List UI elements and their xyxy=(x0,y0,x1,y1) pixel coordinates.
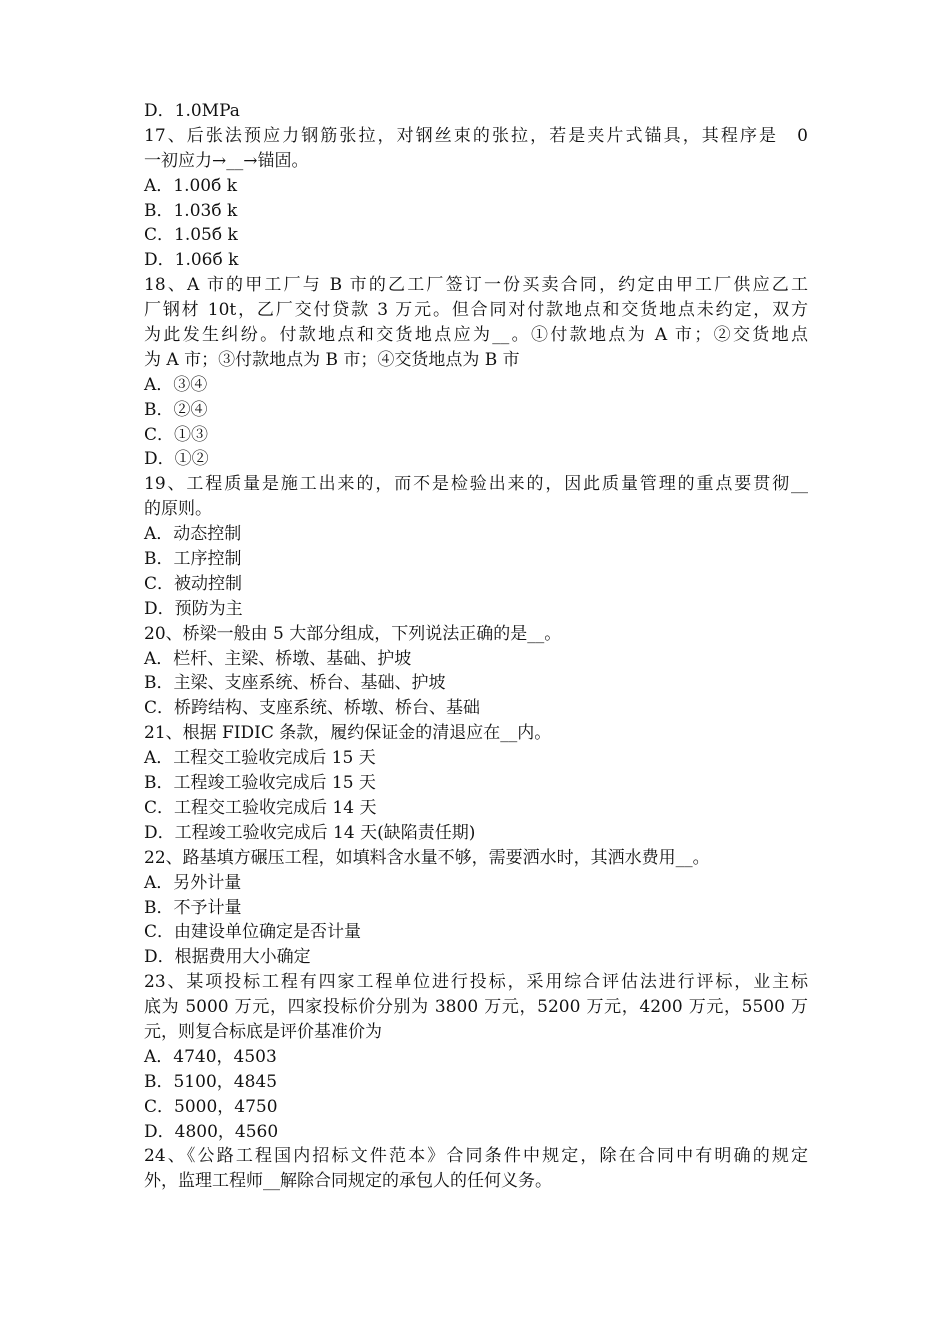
option-a-17: A．1.00б k xyxy=(144,175,238,196)
question-21: 21、根据 FIDIC 条款，履约保证金的清退应在__内。 xyxy=(144,723,552,744)
option-c-18: C．①③ xyxy=(144,424,209,445)
option-d-19: D．预防为主 xyxy=(144,598,243,619)
option-c-19: C．被动控制 xyxy=(144,573,243,594)
option-a-21: A．工程交工验收完成后 15 天 xyxy=(144,748,376,769)
option-d-21: D．工程竣工验收完成后 14 天(缺陷责任期) xyxy=(144,822,476,843)
question-18-line-2: 厂钢材 10t，乙厂交付贷款 3 万元。但合同对付款地点和交货地点未约定，双方 xyxy=(144,300,808,321)
question-24-line-1: 24、《公路工程国内招标文件范本》合同条件中规定，除在合同中有明确的规定 xyxy=(144,1146,808,1167)
option-a-18: A．③④ xyxy=(144,374,208,395)
option-a-22: A．另外计量 xyxy=(144,872,242,893)
option-b-18: B．②④ xyxy=(144,399,208,420)
question-17-line-2: 一初应力→__→锚固。 xyxy=(144,150,309,171)
option-d-23: D．4800，4560 xyxy=(144,1121,279,1142)
option-d-17: D．1.06б k xyxy=(144,250,239,271)
option-c-23: C．5000，4750 xyxy=(144,1096,278,1117)
option-d-22: D．根据费用大小确定 xyxy=(144,947,311,968)
option-b-20: B．主梁、支座系统、桥台、基础、护坡 xyxy=(144,673,446,694)
question-22: 22、路基填方碾压工程，如填料含水量不够，需要洒水时，其洒水费用__。 xyxy=(144,847,710,868)
option-d-16: D．1.0MPa xyxy=(144,101,240,121)
question-19-line-1: 19、工程质量是施工出来的，而不是检验出来的，因此质量管理的重点要贯彻__ xyxy=(144,474,808,495)
option-b-17: B．1.03б k xyxy=(144,200,238,221)
option-b-23: B．5100，4845 xyxy=(144,1071,278,1092)
option-c-17: C．1.05б k xyxy=(144,225,238,246)
option-d-18: D．①② xyxy=(144,449,209,470)
question-17-line-1: 17、后张法预应力钢筋张拉，对钢丝束的张拉，若是夹片式锚具，其程序是 0 xyxy=(144,125,808,146)
question-20: 20、桥梁一般由 5 大部分组成，下列说法正确的是__。 xyxy=(144,623,562,644)
question-18-line-1: 18、A 市的甲工厂与 B 市的乙工厂签订一份买卖合同，约定由甲工厂供应乙工 xyxy=(144,275,808,296)
option-a-23: A．4740，4503 xyxy=(144,1046,277,1067)
option-c-21: C．工程交工验收完成后 14 天 xyxy=(144,797,377,818)
question-24-line-2: 外，监理工程师__解除合同规定的承包人的任何义务。 xyxy=(144,1171,552,1192)
question-18-line-4: 为 A 市；③付款地点为 B 市；④交货地点为 B 市 xyxy=(144,349,520,370)
question-19-line-2: 的原则。 xyxy=(144,499,212,520)
option-a-19: A．动态控制 xyxy=(144,524,242,545)
option-c-22: C．由建设单位确定是否计量 xyxy=(144,922,362,943)
question-23-line-1: 23、某项投标工程有四家工程单位进行投标，采用综合评估法进行评标，业主标 xyxy=(144,972,808,993)
document-body xyxy=(144,99,808,1194)
option-c-20: C．桥跨结构、支座系统、桥墩、桥台、基础 xyxy=(144,698,481,719)
option-b-19: B．工序控制 xyxy=(144,549,242,570)
option-b-22: B．不予计量 xyxy=(144,897,242,918)
option-b-21: B．工程竣工验收完成后 15 天 xyxy=(144,773,376,794)
question-23-line-3: 元，则复合标底是评价基准价为 xyxy=(144,1021,382,1042)
question-23-line-2: 底为 5000 万元，四家投标价分别为 3800 万元，5200 万元，4200 万元，5500 万 xyxy=(144,997,808,1018)
option-a-20: A．栏杆、主梁、桥墩、基础、护坡 xyxy=(144,648,412,669)
question-18-line-3: 为此发生纠纷。付款地点和交货地点应为__。①付款地点为 A 市；②交货地点 xyxy=(144,325,808,346)
